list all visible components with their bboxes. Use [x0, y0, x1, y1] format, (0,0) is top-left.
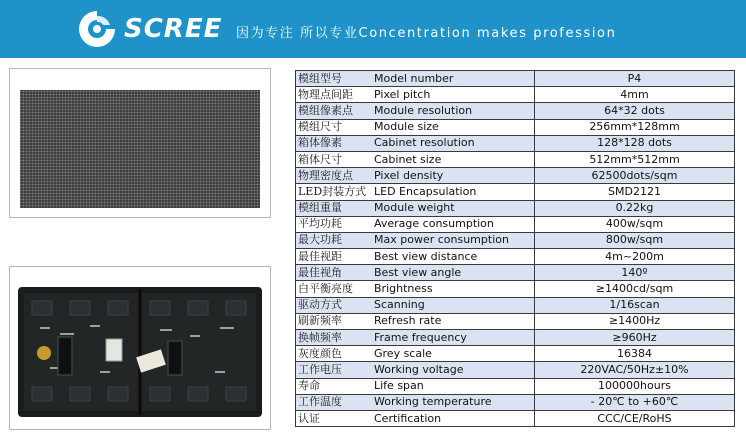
spec-label-zh: 模组像素点 — [296, 103, 375, 119]
spec-label-zh: 工作温度 — [296, 394, 375, 410]
spec-row — [296, 119, 735, 135]
spec-row — [296, 135, 735, 151]
spec-value: ≥960Hz — [535, 330, 735, 346]
spec-label-en: Module weight — [374, 200, 535, 216]
spec-label-en: Pixel pitch — [374, 87, 535, 103]
spec-label-zh: 最佳视角 — [296, 265, 375, 281]
led-module-front-photo — [9, 68, 271, 218]
spec-label-en: Model number — [374, 71, 535, 87]
spec-label-en: Cabinet resolution — [374, 135, 535, 151]
spec-row — [296, 313, 735, 329]
spec-value: 400w/sqm — [535, 216, 735, 232]
spec-label-en: LED Encapsulation — [374, 184, 535, 200]
spec-label-zh: LED封装方式 — [296, 184, 375, 200]
spec-row — [296, 394, 735, 410]
spec-label-zh: 最佳视距 — [296, 249, 375, 265]
spec-label-en: Working voltage — [374, 362, 535, 378]
spec-row — [296, 362, 735, 378]
spec-row — [296, 297, 735, 313]
spec-row — [296, 103, 735, 119]
spec-value: 4mm — [535, 87, 735, 103]
spec-label-zh: 工作电压 — [296, 362, 375, 378]
spec-table — [295, 70, 735, 427]
spec-label-zh: 物理密度点 — [296, 168, 375, 184]
spec-value: SMD2121 — [535, 184, 735, 200]
spec-value: 62500dots/sqm — [535, 168, 735, 184]
spec-value: CCC/CE/RoHS — [535, 410, 735, 426]
spec-value: 0.22kg — [535, 200, 735, 216]
spec-label-zh: 认证 — [296, 410, 375, 426]
spec-value: ≥1400Hz — [535, 313, 735, 329]
spec-label-en: Pixel density — [374, 168, 535, 184]
spec-label-en: Scanning — [374, 297, 535, 313]
spec-value: 64*32 dots — [535, 103, 735, 119]
spec-row — [296, 232, 735, 248]
spec-label-en: Life span — [374, 378, 535, 394]
swirl-logo-icon — [76, 8, 118, 50]
slogan: 因为专注 所以专业Concentration makes profession — [236, 26, 617, 41]
spec-row — [296, 87, 735, 103]
spec-label-zh: 模组尺寸 — [296, 119, 375, 135]
spec-label-en: Cabinet size — [374, 151, 535, 167]
spec-label-en: Best view angle — [374, 265, 535, 281]
spec-label-en: Refresh rate — [374, 313, 535, 329]
spec-label-en: Grey scale — [374, 346, 535, 362]
spec-value: 4m~200m — [535, 249, 735, 265]
spec-value: 800w/sqm — [535, 232, 735, 248]
spec-label-en: Brightness — [374, 281, 535, 297]
spec-label-en: Best view distance — [374, 249, 535, 265]
spec-label-en: Max power consumption — [374, 232, 535, 248]
spec-value: P4 — [535, 71, 735, 87]
spec-label-zh: 白平衡亮度 — [296, 281, 375, 297]
header-banner — [0, 0, 746, 58]
spec-row — [296, 71, 735, 87]
spec-value: 512mm*512mm — [535, 151, 735, 167]
spec-value: 220VAC/50Hz±10% — [535, 362, 735, 378]
spec-value: 1/16scan — [535, 297, 735, 313]
spec-label-en: Frame frequency — [374, 330, 535, 346]
spec-label-zh: 驱动方式 — [296, 297, 375, 313]
spec-label-en: Module size — [374, 119, 535, 135]
spec-label-zh: 箱体像素 — [296, 135, 375, 151]
spec-row — [296, 346, 735, 362]
spec-row — [296, 249, 735, 265]
spec-label-zh: 最大功耗 — [296, 232, 375, 248]
spec-value: 140º — [535, 265, 735, 281]
spec-label-zh: 刷新频率 — [296, 313, 375, 329]
spec-value: 256mm*128mm — [535, 119, 735, 135]
spec-label-en: Module resolution — [374, 103, 535, 119]
spec-row — [296, 378, 735, 394]
spec-row — [296, 200, 735, 216]
spec-row — [296, 168, 735, 184]
spec-row — [296, 265, 735, 281]
spec-row — [296, 281, 735, 297]
spec-label-en: Average consumption — [374, 216, 535, 232]
spec-label-zh: 平均功耗 — [296, 216, 375, 232]
spec-value: - 20℃ to +60℃ — [535, 394, 735, 410]
spec-row — [296, 184, 735, 200]
spec-label-zh: 换帧频率 — [296, 330, 375, 346]
spec-value: 100000hours — [535, 378, 735, 394]
spec-label-zh: 模组型号 — [296, 71, 375, 87]
brand-name: SCREE — [124, 14, 223, 44]
spec-label-zh: 灰度颜色 — [296, 346, 375, 362]
spec-value: ≥1400cd/sqm — [535, 281, 735, 297]
spec-label-zh: 模组重量 — [296, 200, 375, 216]
spec-label-zh: 箱体尺寸 — [296, 151, 375, 167]
spec-label-zh: 寿命 — [296, 378, 375, 394]
spec-row — [296, 151, 735, 167]
spec-row — [296, 330, 735, 346]
spec-label-en: Certification — [374, 410, 535, 426]
spec-value: 128*128 dots — [535, 135, 735, 151]
spec-row — [296, 216, 735, 232]
led-module-back-photo — [9, 266, 271, 430]
spec-label-en: Working temperature — [374, 394, 535, 410]
spec-label-zh: 物理点间距 — [296, 87, 375, 103]
spec-value: 16384 — [535, 346, 735, 362]
spec-row — [296, 410, 735, 426]
